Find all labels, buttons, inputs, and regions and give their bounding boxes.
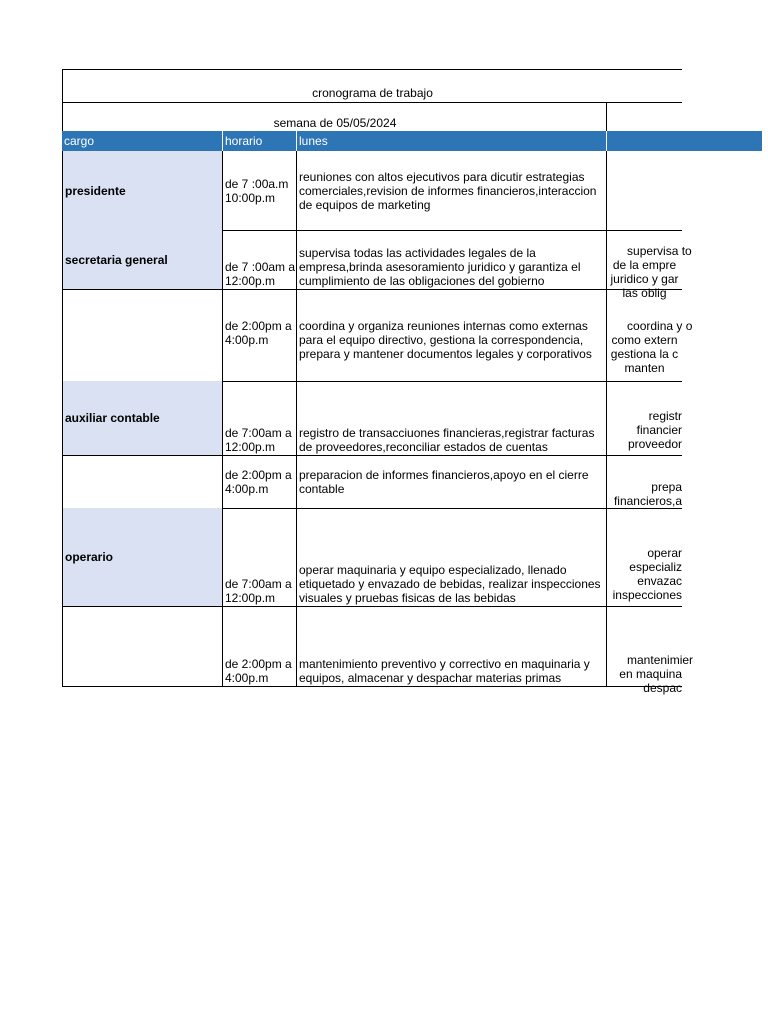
lunes-cell: preparacion de informes financieros,apoyo en el cierre contable	[296, 455, 607, 509]
header-next-day	[606, 131, 682, 151]
lunes-cell: coordina y organiza reuniones internas como externas para el equipo directivo, gestiona la correspondencia, prepara y mantener documentos legales y corporativos	[296, 289, 607, 382]
next-day-cell: operar especializ envazac inspecciones	[606, 508, 682, 607]
horario-cell: de 7:00am a 12:00p.m	[222, 508, 297, 607]
cargo-cell	[62, 289, 223, 382]
horario-cell: de 2:00pm a 4:00p.m	[222, 606, 297, 687]
lunes-cell: mantenimiento preventivo y correctivo en maquinaria y equipos, almacenar y despachar materias primas	[296, 606, 607, 687]
next-day-cell	[606, 151, 682, 231]
cargo-cell	[62, 606, 223, 687]
horario-cell: de 2:00pm a 4:00p.m	[222, 289, 297, 382]
next-day-cell: coordina y o como extern gestiona la c manten	[606, 289, 682, 382]
next-day-cell: supervisa to de la empre juridico y gar las oblig	[606, 230, 682, 290]
lunes-cell: registro de transacciuones financieras,registrar facturas de proveedores,reconciliar estados de cuentas	[296, 381, 607, 456]
horario-cell: de 7 :00am a 12:00p.m	[222, 230, 297, 290]
horario-cell: de 2:00pm a 4:00p.m	[222, 455, 297, 509]
week-cell-next	[606, 102, 682, 132]
next-day-cell: mantenimier en maquina despac	[606, 606, 682, 687]
header-lunes: lunes	[296, 131, 606, 151]
header-cargo: cargo	[62, 131, 222, 151]
horario-cell: de 7 :00a.m 10:00p.m	[222, 151, 297, 231]
lunes-cell: reuniones con altos ejecutivos para dicutir estrategias comerciales,revision de informes financieros,interaccion de equipos de marketing	[296, 151, 607, 231]
title-cell	[62, 69, 682, 103]
next-day-cell: prepa financieros,a	[606, 455, 682, 509]
next-day-cell: registr financier proveedor	[606, 381, 682, 456]
cargo-cell: auxiliar contable	[62, 381, 223, 456]
cargo-cell: operario	[62, 508, 223, 607]
schedule-table	[62, 69, 694, 695]
week-cell	[62, 102, 607, 132]
lunes-cell: operar maquinaria y equipo especializado, llenado etiquetado y envazado de bebidas, realizar inspecciones visuales y pruebas fisicas de las bebidas	[296, 508, 607, 607]
week-label: semana de 05/05/2024	[273, 116, 397, 130]
cargo-cell: presidente	[62, 151, 223, 231]
cargo-cell: secretaria general	[62, 230, 223, 290]
horario-cell: de 7:00am a 12:00p.m	[222, 381, 297, 456]
table-title: cronograma de trabajo	[312, 86, 433, 100]
lunes-cell: supervisa todas las actividades legales de la empresa,brinda asesoramiento juridico y garantiza el cumplimiento de las obligaciones del gobierno	[296, 230, 607, 290]
header-horario: horario	[222, 131, 296, 151]
header-band-overflow	[682, 131, 762, 151]
cargo-cell	[62, 455, 223, 509]
